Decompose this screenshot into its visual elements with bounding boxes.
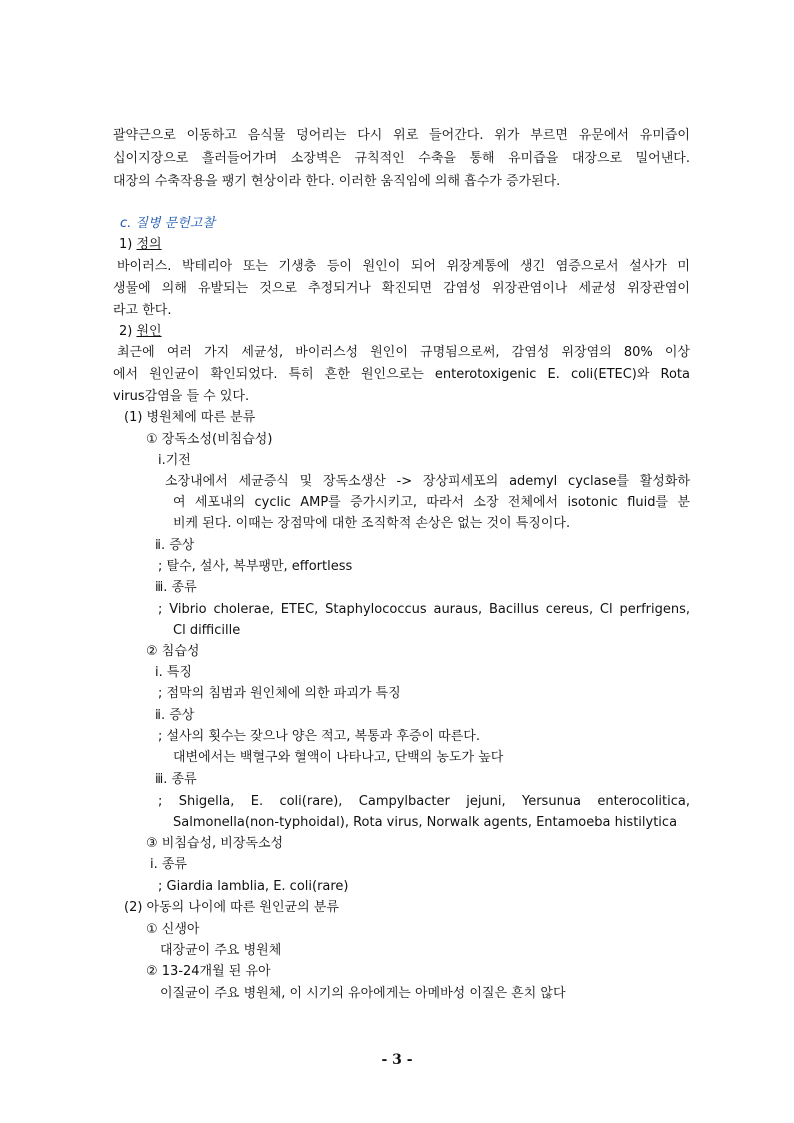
invasive-kind-line-1: ; Shigella, E. coli(rare), Campylbacter jejuni, Yersunua enterocolitica, xyxy=(158,794,690,809)
invasive-symptom-label: ⅱ. 증상 xyxy=(155,708,195,723)
page-number: - 3 - xyxy=(381,1052,413,1068)
infant-text: 이질균이 주요 병원체, 이 시기의 유아에게는 아메바성 이질은 흔치 않다 xyxy=(160,986,566,1001)
cause-line-1: 최근에 여러 가지 세균성, 바이러스성 원인이 규명됨으로써, 감염성 위장염의 80% 이상 xyxy=(117,345,690,360)
definition-number: 1) xyxy=(119,237,133,252)
definition-line-3: 라고 한다. xyxy=(113,303,172,318)
invasive-title: ② 침습성 xyxy=(146,644,200,659)
definition-heading xyxy=(119,237,162,253)
toxigenic-mechanism-line-3: 비케 된다. 이때는 장점막에 대한 조직학적 손상은 없는 것이 특징이다. xyxy=(173,516,571,531)
intro-line-2: 십이지장으로 흘러들어가며 소장벽은 규칙적인 수축을 통해 유미즙을 대장으로 밀어낸다. xyxy=(113,151,690,166)
invasive-feature-label: ⅰ. 특징 xyxy=(155,665,192,680)
noninvasive-kind-label: ⅰ. 종류 xyxy=(150,857,187,872)
invasive-feature-text: ; 점막의 침범과 원인체에 의한 파괴가 특징 xyxy=(158,686,401,701)
invasive-symptom-line-1: ; 설사의 횟수는 잦으나 양은 적고, 복통과 후증이 따른다. xyxy=(158,729,480,744)
newborn-title: ① 신생아 xyxy=(146,922,200,937)
section-heading-c: c. 질병 문헌고찰 xyxy=(120,216,215,231)
cause-line-2: 에서 원인균이 확인되었다. 특히 흔한 원인으로는 enterotoxigenic E. coli(ETEC)와 Rota xyxy=(113,367,690,382)
newborn-text: 대장균이 주요 병원체 xyxy=(160,943,282,958)
cause-title: 원인 xyxy=(136,324,162,339)
noninvasive-kind-text: ; Giardia lamblia, E. coli(rare) xyxy=(158,879,349,894)
toxigenic-symptom-text: ; 탈수, 설사, 복부팽만, effortless xyxy=(158,559,353,574)
infant-title: ② 13-24개월 된 유아 xyxy=(146,964,271,979)
toxigenic-kind-line-1: ; Vibrio cholerae, ETEC, Staphylococcus auraus, Bacillus cereus, Cl perfrigens, xyxy=(158,602,690,617)
toxigenic-mechanism-line-1: 소장내에서 세균증식 및 장독소생산 -> 장상피세포의 ademyl cyclase를 활성화하 xyxy=(165,474,690,489)
toxigenic-title: ① 장독소성(비침습성) xyxy=(146,432,273,447)
invasive-symptom-line-2: 대변에서는 백혈구와 혈액이 나타나고, 단백의 농도가 높다 xyxy=(173,750,504,765)
definition-title: 정의 xyxy=(136,237,162,252)
toxigenic-mechanism-line-2: 여 세포내의 cyclic AMP를 증가시키고, 따라서 소장 전체에서 isotonic fluid를 분 xyxy=(173,495,690,510)
intro-line-1: 괄약근으로 이동하고 음식물 덩어리는 다시 위로 들어간다. 위가 부르면 유문에서 유미즙이 xyxy=(113,128,690,143)
invasive-kind-line-2: Salmonella(non-typhoidal), Rota virus, Norwalk agents, Entamoeba histilytica xyxy=(173,815,678,830)
pathogen-classification-heading: (1) 병원체에 따른 분류 xyxy=(124,410,256,425)
cause-number: 2) xyxy=(119,324,133,339)
definition-line-1: 바이러스. 박테리아 또는 기생충 등이 원인이 되어 위장계통에 생긴 염증으로서 설사가 미 xyxy=(117,259,690,274)
toxigenic-mechanism-label: ⅰ.기전 xyxy=(158,453,191,468)
cause-line-3: virus감염을 들 수 있다. xyxy=(113,389,250,404)
noninvasive-title: ③ 비침습성, 비장독소성 xyxy=(146,836,284,851)
definition-line-2: 생물에 의해 유발되는 것으로 추정되거나 확진되면 감염성 위장관염이나 세균성 위장관염이 xyxy=(113,281,690,296)
invasive-kind-label: ⅲ. 종류 xyxy=(155,772,197,787)
intro-line-3: 대장의 수축작용을 팽기 현상이라 한다. 이러한 움직임에 의해 흡수가 증가된다. xyxy=(113,174,561,189)
toxigenic-kind-label: ⅲ. 종류 xyxy=(155,580,197,595)
age-classification-heading: (2) 아동의 나이에 따른 원인균의 분류 xyxy=(124,900,339,915)
cause-heading xyxy=(119,324,162,340)
toxigenic-kind-line-2: Cl difficille xyxy=(173,623,241,638)
toxigenic-symptom-label: ⅱ. 증상 xyxy=(155,538,195,553)
